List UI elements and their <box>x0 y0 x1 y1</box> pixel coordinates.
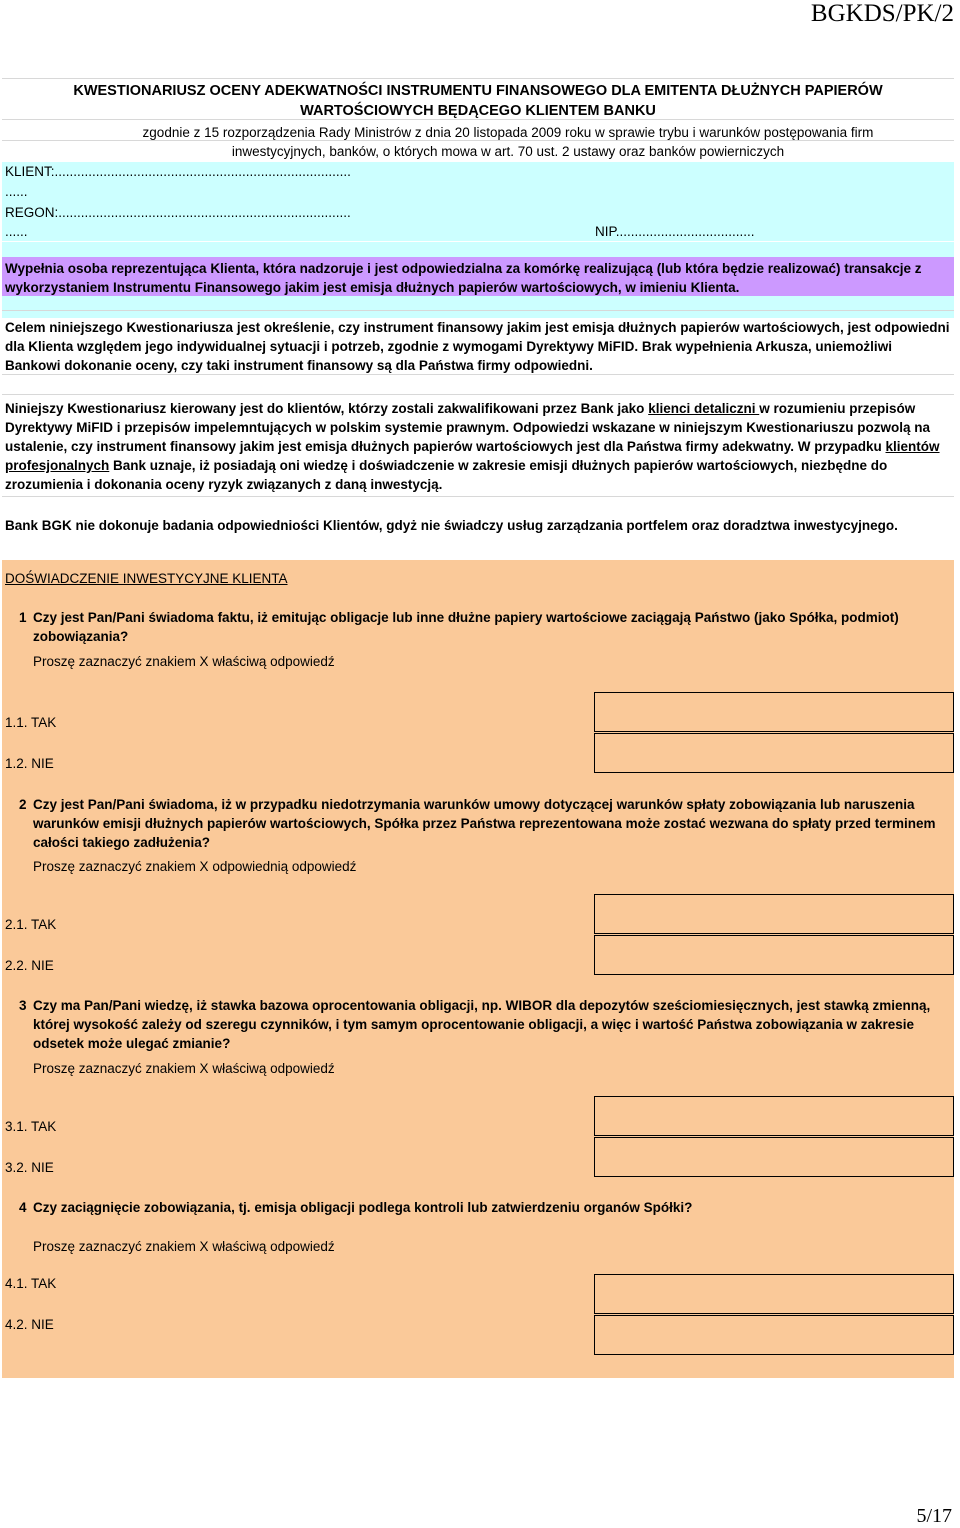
regon-field[interactable]: REGON:.............................................................................. <box>5 205 351 220</box>
document-code: BGKDS/PK/2 <box>810 0 954 27</box>
question-3-hint: Proszę zaznaczyć znakiem X właściwą odpowiedź <box>33 1061 335 1076</box>
form-title-line1: KWESTIONARIUSZ OCENY ADEKWATNOŚCI INSTRUMENTU FINANSOWEGO DLA EMITENTA DŁUŻNYCH PAPIERÓW <box>73 83 883 99</box>
question-text: Czy jest Pan/Pani świadoma faktu, iż emitując obligacje lub inne dłużne papiery wartościowe zaciągają Państwo (jako Spółka, podmiot) zobowiązania? <box>33 610 899 644</box>
option-3-1: 3.1. TAK <box>5 1119 57 1134</box>
question-number: 2 <box>19 797 27 812</box>
form-subtitle-line1: zgodnie z 15 rozporządzenia Rady Ministrów z dnia 20 listopada 2009 roku w sprawie trybu i warunków postępowania firm <box>142 125 874 140</box>
nip-field[interactable]: NIP..................................... <box>595 224 755 239</box>
question-2-hint: Proszę zaznaczyć znakiem X odpowiednią odpowiedź <box>33 859 357 874</box>
option-1-1: 1.1. TAK <box>5 715 57 730</box>
answer-box-2-2[interactable] <box>594 935 954 975</box>
grid-line <box>2 241 954 242</box>
klient-field[interactable]: KLIENT:............................................................................... <box>5 164 351 179</box>
question-1-hint: Proszę zaznaczyć znakiem X właściwą odpowiedź <box>33 654 335 669</box>
question-number: 3 <box>19 998 27 1013</box>
grid-line <box>2 119 954 120</box>
option-4-1: 4.1. TAK <box>5 1276 57 1291</box>
filled-by-text: Wypełnia osoba reprezentująca Klienta, która nadzoruje i jest odpowiedzialna za komórkę realizującą (lub która będzie realizować) transakcje z wykorzystaniem Instrumentu Finansowego jakim jest emisja dłużnych papierów wartościowych, w imieniu Klienta. <box>5 261 922 295</box>
question-text: Czy zaciągnięcie zobowiązania, tj. emisja obligacji podlega kontroli lub zatwierdzeniu organów Spółki? <box>33 1200 693 1215</box>
grid-line <box>2 394 954 395</box>
form-title-line2: WARTOŚCIOWYCH BĘDĄCEGO KLIENTEM BANKU <box>300 103 656 119</box>
audience-text <box>5 399 950 494</box>
klient-field-continuation: ...... <box>5 184 28 199</box>
grid-line <box>2 140 954 141</box>
audience-text-part1: Niniejszy Kwestionariusz kierowany jest do klientów, którzy zostali zakwalifikowani przez Bank jako <box>5 401 649 416</box>
answer-box-4-1[interactable] <box>594 1274 954 1314</box>
bgk-note: Bank BGK nie dokonuje badania odpowiedniości Klientów, gdyż nie świadczy usług zarządzania portfelem oraz doradztwa inwestycyjnego. <box>5 518 898 533</box>
grid-line <box>2 310 954 311</box>
option-4-2: 4.2. NIE <box>5 1317 54 1332</box>
purpose-text: Celem niniejszego Kwestionariusza jest określenie, czy instrument finansowy jakim jest emisja dłużnych papierów wartościowych, jest odpowiedni dla Klienta względem jego indywidualnej sytuacji i potrzeb, zgodnie z wymogami Dyrektywy MiFID. Brak wypełnienia Arkusza, uniemożliwi Bankowi dokonanie oceny, czy taki instrument finansowy są dla Państwa firmy odpowiedni. <box>5 320 950 373</box>
regon-field-continuation: ...... <box>5 224 28 239</box>
answer-box-2-1[interactable] <box>594 894 954 934</box>
answer-box-3-1[interactable] <box>594 1096 954 1136</box>
professional-clients-term: klientów profesjonalnych <box>5 439 940 473</box>
page-number: 5/17 <box>916 1505 952 1527</box>
answer-box-3-2[interactable] <box>594 1137 954 1177</box>
retail-clients-term: klienci detaliczni <box>648 401 760 416</box>
audience-text-part2: w rozumieniu przepisów Dyrektywy MiFID i przepisów impelemntujących w polskim systemie prawnym. Odpowiedzi wskazane w niniejszym Kwestionariuszu pozwolą na ustalenie, czy instrument finansowy jakim jest emisja dłużnych papierów wartościowych jest dla Państwa firmy adekwatny. W przypadku <box>5 401 930 454</box>
question-number: 4 <box>19 1200 27 1215</box>
option-2-2: 2.2. NIE <box>5 958 54 973</box>
section-title: DOŚWIADCZENIE INWESTYCYJNE KLIENTA <box>5 571 288 586</box>
question-4-hint: Proszę zaznaczyć znakiem X właściwą odpowiedź <box>33 1239 335 1254</box>
grid-line <box>2 78 954 79</box>
question-text: Czy jest Pan/Pani świadoma, iż w przypadku niedotrzymania warunków umowy dotyczącej warunków spłaty zobowiązania lub naruszenia warunków emisji dłużnych papierów wartościowych, Spółka przez Państwa reprezentowana może zostać wezwana do spłaty przed terminem całości takiego zadłużenia? <box>33 797 936 850</box>
answer-box-1-1[interactable] <box>594 692 954 732</box>
grid-line <box>2 496 954 497</box>
question-number: 1 <box>19 610 27 625</box>
answer-box-1-2[interactable] <box>594 733 954 773</box>
audience-text-part3: Bank uznaje, iż posiadają oni wiedzę i doświadczenie w zakresie emisji dłużnych papierów wartościowych, niezbędne do zrozumienia i dokonania oceny ryzyk związanych z daną inwestycją. <box>5 458 888 492</box>
option-3-2: 3.2. NIE <box>5 1160 54 1175</box>
option-2-1: 2.1. TAK <box>5 917 57 932</box>
grid-line <box>2 374 954 375</box>
option-1-2: 1.2. NIE <box>5 756 54 771</box>
answer-box-4-2[interactable] <box>594 1315 954 1355</box>
form-subtitle-line2: inwestycyjnych, banków, o których mowa w art. 70 ust. 2 ustawy oraz banków powierniczych <box>231 144 785 159</box>
questionnaire-sheet <box>2 78 954 1378</box>
question-text: Czy ma Pan/Pani wiedzę, iż stawka bazowa oprocentowania obligacji, np. WIBOR dla depozytów sześciomiesięcznych, jest stawką zmienną, której wysokość zależy od szeregu czynników, i tym samym oprocentowanie obligacji, a więc i wartość Państwa zobowiązania w zakresie odsetek może ulegać zmianie? <box>33 998 931 1051</box>
